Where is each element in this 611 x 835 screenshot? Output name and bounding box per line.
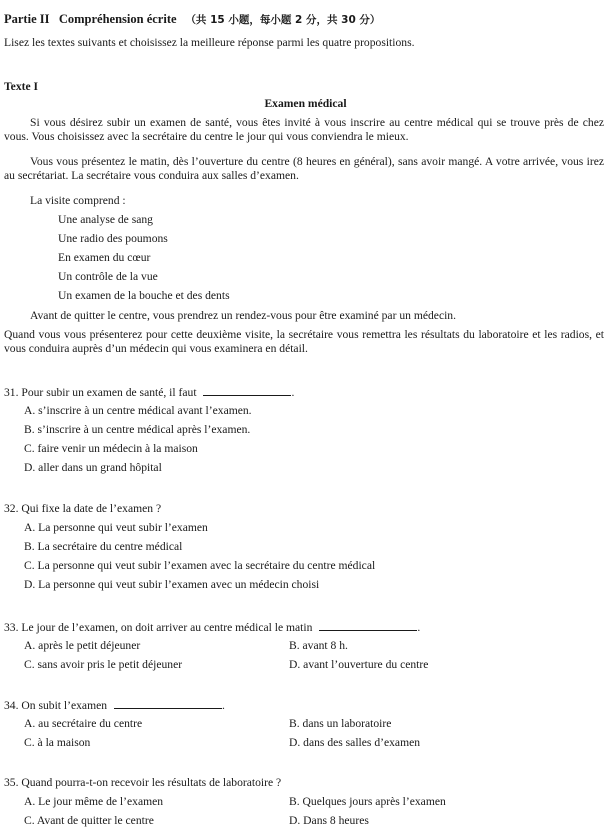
option-c: C. La personne qui veut subir l’examen avec la secrétaire du centre médical (24, 559, 376, 572)
visit-item: En examen du cœur (58, 251, 151, 264)
option-a: A. au secrétaire du centre (24, 717, 143, 730)
question-stem-end: . (221, 699, 225, 712)
option-a: A. La personne qui veut subir l’examen (24, 521, 208, 534)
option-b: B. La secrétaire du centre médical (24, 540, 183, 553)
question-32-stem: 32. Qui fixe la date de l’examen ? (4, 502, 162, 515)
option-a: A. Le jour même de l’examen (24, 795, 164, 808)
text-label: Texte I (4, 80, 39, 93)
paragraph-3-rest: Quand vous vous présenterez pour cette deuxième visite, la secrétaire vous remettra les résultats du laboratoire et les radios, et vous conduira auprès d’un médecin qui vous examinera en détail. (4, 328, 604, 356)
answer-blank (203, 385, 291, 396)
option-d: D. Dans 8 heures (289, 814, 369, 827)
section-title: Partie II Compréhension écrite (4, 12, 177, 26)
question-33-stem (4, 620, 420, 635)
option-d: D. dans des salles d’examen (289, 736, 421, 749)
visit-item: Une analyse de sang (58, 213, 153, 226)
option-c: C. à la maison (24, 736, 91, 749)
paragraph-1: Si vous désirez subir un examen de santé, vous êtes invité à vous inscrire au centre médical qui se trouve près de chez vous. Vous choisissez avec la secrétaire du centre le jour qui vous conviendra le mieux. (4, 116, 604, 144)
option-a: A. s’inscrire à un centre médical avant l’examen. (24, 404, 252, 417)
option-c: C. Avant de quitter le centre (24, 814, 154, 827)
paragraph-3-first-line: Avant de quitter le centre, vous prendrez un rendez-vous pour être examiné par un médecin. (30, 309, 457, 322)
question-stem-text: 33. Le jour de l’examen, on doit arriver au centre médical le matin (4, 621, 313, 634)
option-b: B. dans un laboratoire (289, 717, 392, 730)
section-heading (4, 12, 380, 28)
option-b: B. avant 8 h. (289, 639, 348, 652)
visit-item: Un contrôle de la vue (58, 270, 158, 283)
question-stem-text: 34. On subit l’examen (4, 699, 108, 712)
option-d: D. aller dans un grand hôpital (24, 461, 162, 474)
option-c: C. sans avoir pris le petit déjeuner (24, 658, 183, 671)
text-title: Examen médical (264, 97, 347, 110)
answer-blank (114, 698, 222, 709)
paragraph-2: Vous vous présentez le matin, dès l’ouverture du centre (8 heures en général), sans avoir mangé. A votre arrivée, vous irez au secrétariat. La secrétaire vous conduira aux salles d’examen. (4, 155, 604, 183)
visit-item: Un examen de la bouche et des dents (58, 289, 230, 302)
question-stem-end: . (291, 386, 295, 399)
option-c: C. faire venir un médecin à la maison (24, 442, 198, 455)
option-d: D. La personne qui veut subir l’examen avec un médecin choisi (24, 578, 320, 591)
option-b: B. s’inscrire à un centre médical après l’examen. (24, 423, 251, 436)
option-b: B. Quelques jours après l’examen (289, 795, 446, 808)
answer-blank (319, 620, 417, 631)
visit-intro: La visite comprend : (30, 194, 126, 207)
question-35-stem: 35. Quand pourra-t-on recevoir les résultats de laboratoire ? (4, 776, 282, 789)
option-d: D. avant l’ouverture du centre (289, 658, 429, 671)
question-34-stem (4, 698, 225, 713)
section-instructions: Lisez les textes suivants et choisissez la meilleure réponse parmi les quatre propositions. (4, 36, 415, 49)
question-stem-text: 31. Pour subir un examen de santé, il faut (4, 386, 197, 399)
option-a: A. après le petit déjeuner (24, 639, 141, 652)
visit-item: Une radio des poumons (58, 232, 168, 245)
question-stem-end: . (417, 621, 421, 634)
section-score-note: （共 15 小题，每小题 2 分，共 30 分） (185, 14, 381, 26)
question-31-stem (4, 385, 294, 400)
